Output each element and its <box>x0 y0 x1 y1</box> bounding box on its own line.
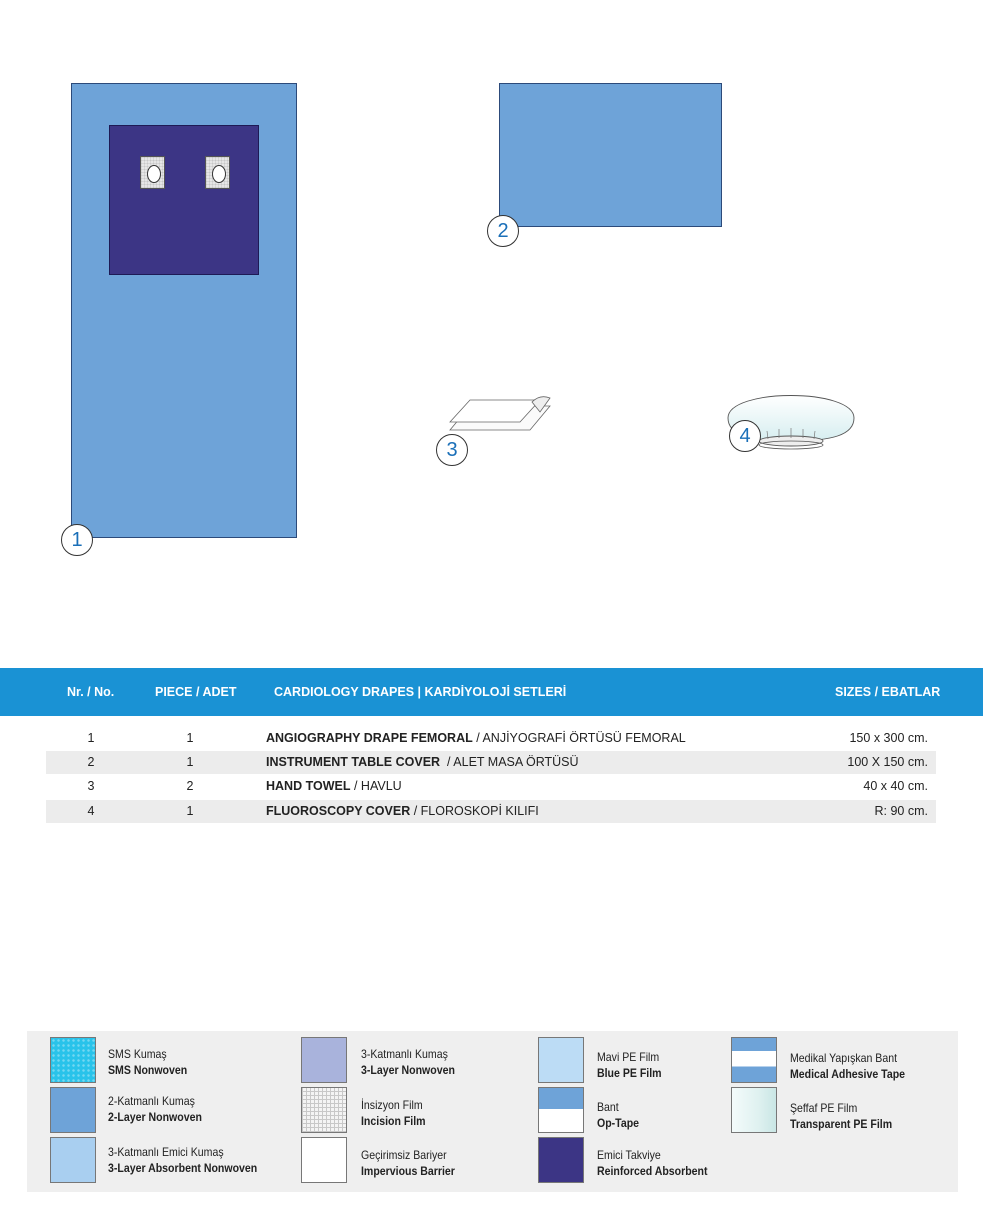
callout-4: 4 <box>729 420 761 452</box>
legend-en: Impervious Barrier <box>361 1164 455 1178</box>
legend-label-reinforced <box>597 1147 708 1179</box>
legend-label-3layer-absorbent <box>108 1144 257 1176</box>
legend-en: Incision Film <box>361 1114 426 1128</box>
blue-pe-film-swatch <box>538 1037 584 1083</box>
row-size: 100 X 150 cm. <box>847 755 928 769</box>
legend-en: Transparent PE Film <box>790 1117 893 1131</box>
callout-1: 1 <box>61 524 93 556</box>
header-piece: PIECE / ADET <box>155 685 237 699</box>
legend-en: 3-Layer Absorbent Nonwoven <box>108 1161 258 1175</box>
row-name-en: INSTRUMENT TABLE COVER <box>266 755 441 769</box>
row-size: 150 x 300 cm. <box>849 731 928 745</box>
legend-label-3layer <box>361 1046 455 1078</box>
row-piece: 2 <box>186 779 194 793</box>
row-size: R: 90 cm. <box>874 804 928 818</box>
legend-tr: 2-Katmanlı Kumaş <box>108 1094 195 1108</box>
legend-en: 2-Layer Nonwoven <box>108 1110 202 1124</box>
row-no: 1 <box>87 731 95 745</box>
legend-tr: SMS Kumaş <box>108 1047 167 1061</box>
reinforced-absorbent-panel <box>109 125 259 275</box>
angiography-drape-illustration <box>71 83 297 538</box>
legend-tr: Bant <box>597 1100 619 1114</box>
legend-label-blue-pe <box>597 1049 662 1081</box>
row-name-en: HAND TOWEL <box>266 779 351 793</box>
header-sizes: SIZES / EBATLAR <box>835 685 941 699</box>
legend-tr: 3-Katmanlı Kumaş <box>361 1047 448 1061</box>
row-name <box>266 779 402 793</box>
header-title: CARDIOLOGY DRAPES | KARDİYOLOJİ SETLERİ <box>274 685 567 699</box>
legend-label-impervious <box>361 1147 455 1179</box>
legend-en: SMS Nonwoven <box>108 1063 188 1077</box>
table-row <box>46 775 936 798</box>
legend-tr: Geçirimsiz Bariyer <box>361 1148 447 1162</box>
sms-nonwoven-swatch <box>50 1037 96 1083</box>
legend-label-op-tape <box>597 1099 639 1131</box>
incision-film-swatch <box>301 1087 347 1133</box>
row-name-tr: / HAVLU <box>350 779 402 793</box>
row-name-en: ANGIOGRAPHY DRAPE FEMORAL <box>266 731 473 745</box>
legend-label-sms <box>108 1046 187 1078</box>
legend-label-transparent-pe <box>790 1100 892 1132</box>
legend-tr: 3-Katmanlı Emici Kumaş <box>108 1145 224 1159</box>
row-name <box>266 731 686 745</box>
row-name-tr: / ANJİYOGRAFİ ÖRTÜSÜ FEMORAL <box>472 731 686 745</box>
instrument-table-cover-illustration <box>499 83 722 227</box>
two-layer-nonwoven-swatch <box>50 1087 96 1133</box>
row-name-tr: / ALET MASA ÖRTÜSÜ <box>440 755 579 769</box>
three-layer-absorbent-swatch <box>50 1137 96 1183</box>
femoral-port-left <box>140 156 165 189</box>
row-name <box>266 755 579 769</box>
legend-en: Medical Adhesive Tape <box>790 1067 906 1081</box>
legend-tr: İnsizyon Film <box>361 1098 423 1112</box>
legend-en: Blue PE Film <box>597 1066 662 1080</box>
legend-en: 3-Layer Nonwoven <box>361 1063 455 1077</box>
table-row <box>46 727 936 750</box>
three-layer-nonwoven-swatch <box>301 1037 347 1083</box>
legend-en: Op-Tape <box>597 1116 640 1130</box>
legend-tr: Medikal Yapışkan Bant <box>790 1051 898 1065</box>
legend-tr: Emici Takviye <box>597 1148 661 1162</box>
legend-en: Reinforced Absorbent <box>597 1164 708 1178</box>
legend-label-incision <box>361 1097 426 1129</box>
header-no: Nr. / No. <box>67 685 115 699</box>
transparent-pe-film-swatch <box>731 1087 777 1133</box>
row-piece: 1 <box>186 755 194 769</box>
table-row <box>46 751 936 774</box>
row-name-tr: / FLOROSKOPİ KILIFI <box>410 804 539 818</box>
reinforced-absorbent-swatch <box>538 1137 584 1183</box>
legend-tr: Şeffaf PE Film <box>790 1101 858 1115</box>
callout-3: 3 <box>436 434 468 466</box>
table-header <box>0 668 983 716</box>
row-no: 4 <box>87 804 95 818</box>
medical-adhesive-tape-swatch <box>731 1037 777 1083</box>
table-row <box>46 800 936 823</box>
row-name-en: FLUOROSCOPY COVER <box>266 804 411 818</box>
impervious-barrier-swatch <box>301 1137 347 1183</box>
row-piece: 1 <box>186 804 194 818</box>
callout-2: 2 <box>487 215 519 247</box>
femoral-port-right <box>205 156 230 189</box>
row-name <box>266 804 539 818</box>
row-size: 40 x 40 cm. <box>863 779 928 793</box>
legend-label-adhesive <box>790 1050 905 1082</box>
op-tape-swatch <box>538 1087 584 1133</box>
legend-label-2layer <box>108 1093 202 1125</box>
row-no: 3 <box>87 779 95 793</box>
row-no: 2 <box>87 755 95 769</box>
material-legend <box>27 1031 958 1192</box>
legend-tr: Mavi PE Film <box>597 1050 660 1064</box>
row-piece: 1 <box>186 731 194 745</box>
